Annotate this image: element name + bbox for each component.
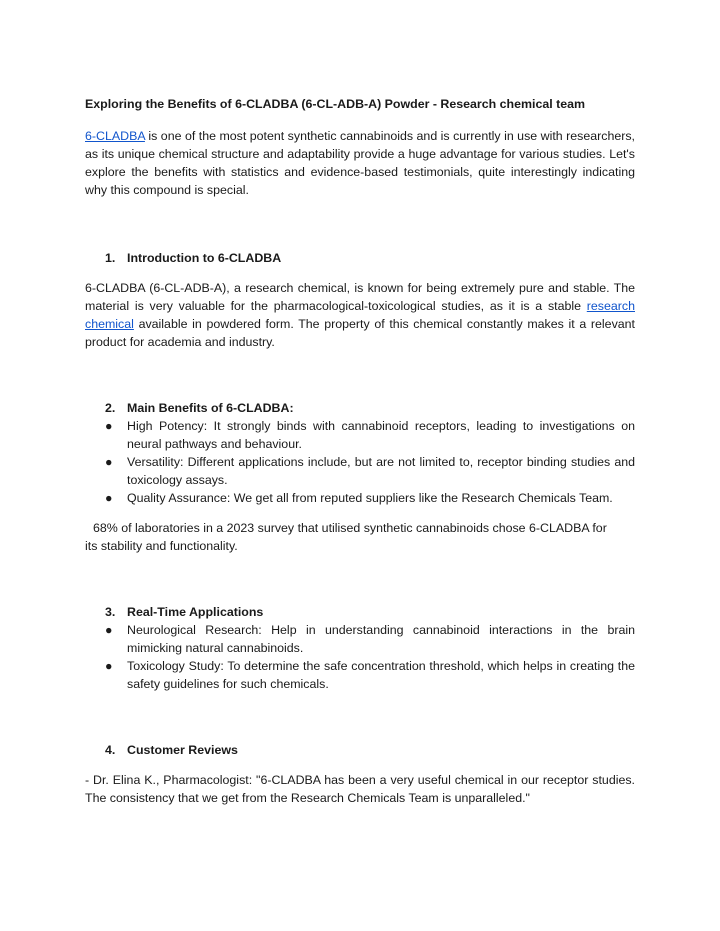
section-1-text-after: available in powdered form. The property of this chemical constantly makes it a relevant product for academia and industry. [85,317,635,349]
list-item: ● Toxicology Study: To determine the safe concentration threshold, which helps in creating the safety guidelines for such chemicals. [105,659,635,691]
section-4-number: 4. [105,743,116,757]
section-1-number: 1. [105,251,116,265]
section-2-number: 2. [105,401,116,415]
list-item: ● Neurological Research: Help in understanding cannabinoid interactions in the brain mimicking natural cannabinoids. [105,623,635,655]
section-3-title: Real-Time Applications [127,605,264,619]
benefits-list [85,417,635,507]
survey-stat-line-1: 68% of laboratories in a 2023 survey that utilised synthetic cannabinoids chose 6-CLADBA for [93,521,607,535]
section-2-title: Main Benefits of 6-CLADBA: [127,401,294,415]
intro-paragraph [85,127,635,199]
section-4-title: Customer Reviews [127,743,238,757]
section-3-heading [85,603,635,621]
section-1-paragraph [85,279,635,351]
intro-text: is one of the most potent synthetic cannabinoids and is currently in use with researchers, as its unique chemical structure and adaptability provide a huge advantage for various studies. Let's explore the benefits with statistics and evidence-based testimonials, quite interestingly indicating why this compound is special. [85,129,635,197]
applications-list [85,621,635,693]
list-item: ● High Potency: It strongly binds with cannabinoid receptors, leading to investigations on neural pathways and behaviour. [105,419,635,451]
bullet-icon: ● [105,419,113,433]
survey-stat-line-2: its stability and functionality. [85,539,238,553]
section-2-heading [85,399,635,417]
bullet-icon: ● [105,455,113,469]
page-title: Exploring the Benefits of 6-CLADBA (6-CL-ADB-A) Powder - Research chemical team [85,97,586,111]
bullet-icon: ● [105,491,113,505]
research-chemical-link[interactable]: research chemical [85,299,635,331]
bullet-icon: ● [105,659,113,673]
list-item: ● Quality Assurance: We get all from reputed suppliers like the Research Chemicals Team. [105,491,613,505]
bullet-icon: ● [105,623,113,637]
section-1-heading [85,249,635,267]
document-body [85,95,635,807]
cladba-link[interactable]: 6-CLADBA [85,129,145,143]
section-3-number: 3. [105,605,116,619]
section-1-title: Introduction to 6-CLADBA [127,251,282,265]
section-4-heading [85,741,635,759]
customer-review: - Dr. Elina K., Pharmacologist: "6-CLADBA has been a very useful chemical in our receptor studies. The consistency that we get from the Research Chemicals Team is unparalleled." [85,773,635,805]
list-item: ● Versatility: Different applications include, but are not limited to, receptor binding studies and toxicology assays. [105,455,635,487]
section-1-text-before: 6-CLADBA (6-CL-ADB-A), a research chemical, is known for being extremely pure and stable. The material is very valuable for the pharmacological-toxicological studies, as it is a stable [85,281,635,313]
